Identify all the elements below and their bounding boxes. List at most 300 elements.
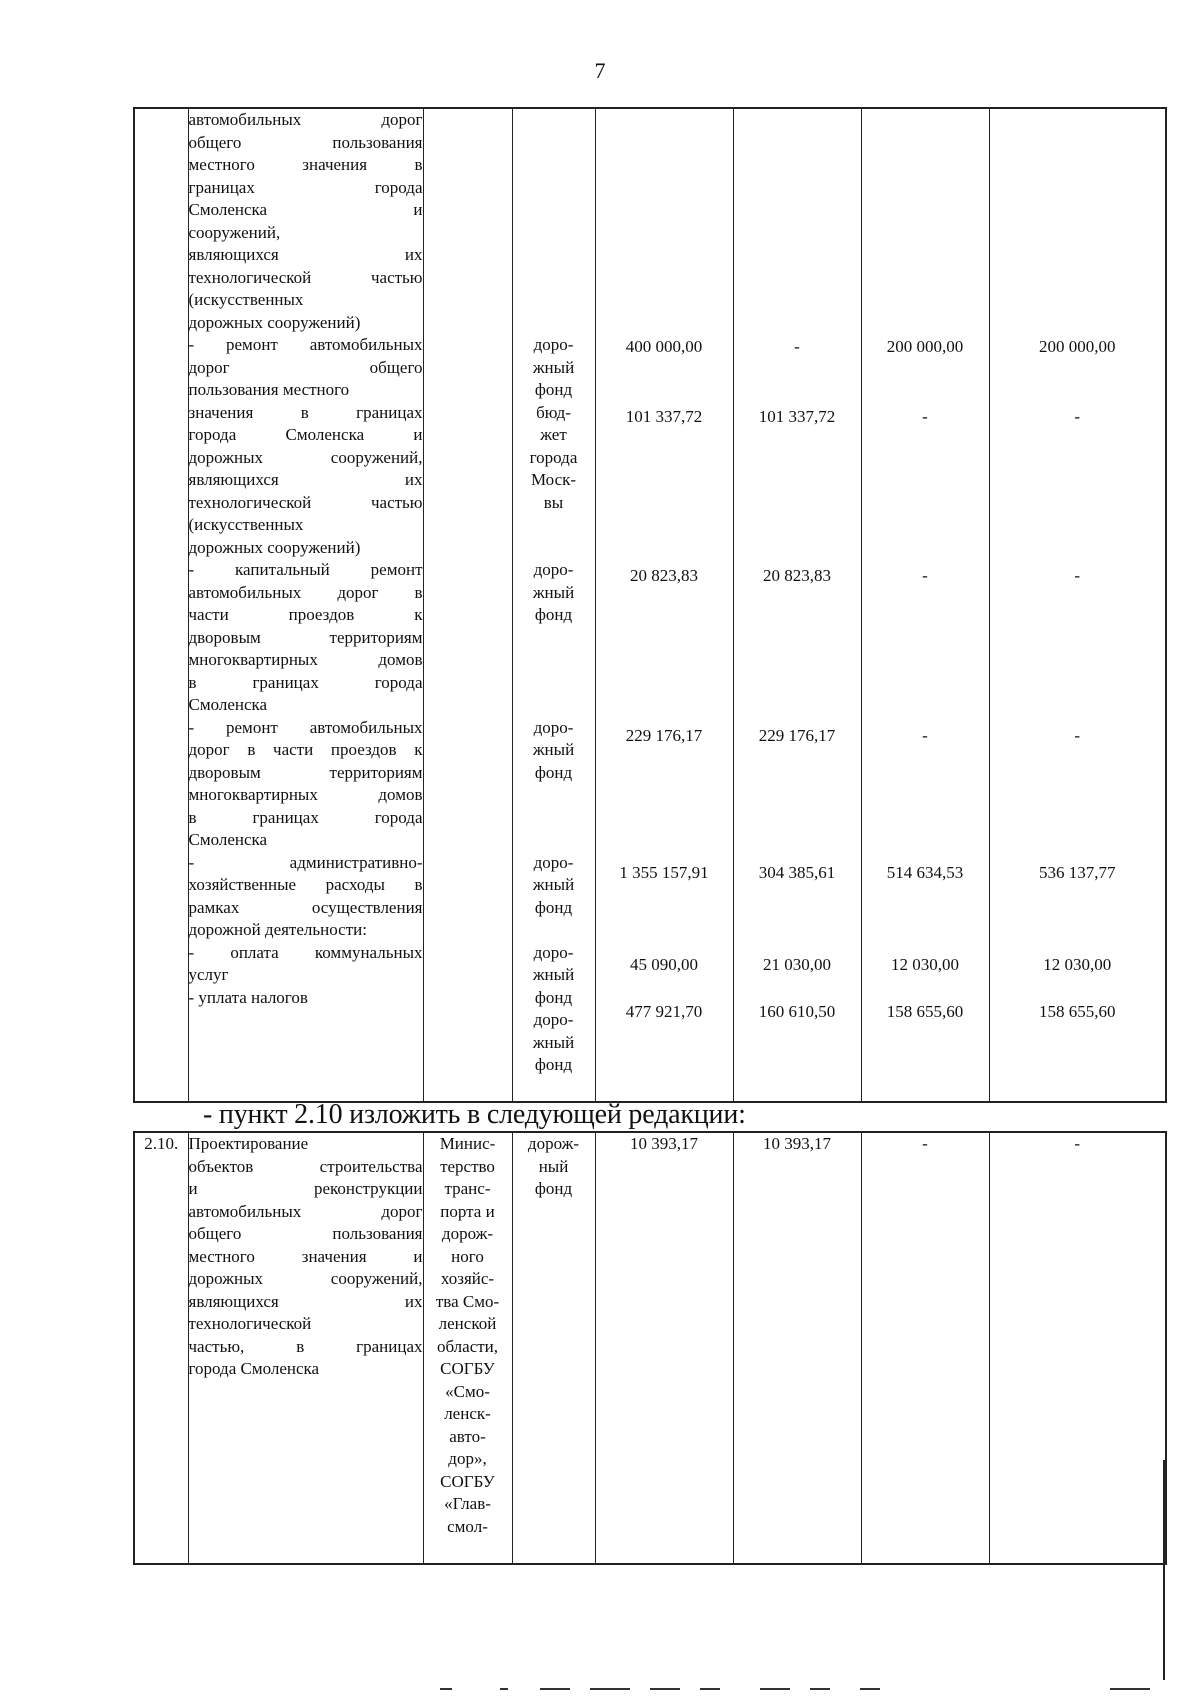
source-line: Моск-	[530, 470, 577, 489]
source-line: жный	[532, 875, 575, 894]
item-year1: 10 393,17	[733, 1132, 861, 1564]
source-line: фонд	[534, 605, 573, 624]
spacer	[734, 267, 861, 290]
description-line: дворовым территориям	[188, 762, 423, 782]
value-cell: 514 634,53	[886, 862, 964, 882]
source-line: фонд	[534, 897, 573, 917]
spacer	[734, 289, 861, 312]
spacer	[862, 588, 989, 611]
value-cell: 536 137,77	[1039, 862, 1116, 882]
spacer	[990, 678, 1166, 701]
description-line: (искусственных	[188, 290, 304, 309]
spacer	[596, 244, 733, 267]
spacer	[862, 428, 989, 451]
spacer	[734, 907, 861, 930]
spacer	[513, 132, 595, 155]
description-line: - административно-	[188, 852, 423, 872]
value-cell: 200 000,00	[886, 337, 964, 356]
spacer	[596, 267, 733, 290]
spacer	[596, 792, 733, 815]
spacer	[990, 177, 1166, 200]
value-cell: -	[1074, 406, 1081, 426]
spacer	[734, 109, 861, 132]
item-description-line: города Смоленска	[188, 1359, 320, 1378]
item-description-line: местного значения и	[188, 1246, 423, 1266]
description-line: общего пользования	[188, 132, 423, 152]
spacer	[862, 770, 989, 793]
scan-artifact	[590, 1688, 630, 1690]
description-line: рамках осуществления	[188, 897, 423, 917]
item-executor-line: смол-	[447, 1516, 488, 1536]
item-source-line: дорож-	[527, 1134, 580, 1153]
spacer	[990, 381, 1166, 404]
scan-artifact	[860, 1688, 880, 1690]
scan-artifact	[700, 1688, 720, 1690]
continuation-table	[133, 107, 1167, 1103]
spacer	[734, 837, 861, 860]
spacer	[862, 222, 989, 245]
spacer	[596, 451, 733, 474]
spacer	[596, 633, 733, 656]
spacer	[990, 588, 1166, 611]
value-cell: 12 030,00	[891, 954, 959, 974]
spacer	[596, 289, 733, 312]
spacer	[734, 222, 861, 245]
description-line: многоквартирных домов	[188, 650, 423, 669]
item-year3: -	[989, 1132, 1166, 1564]
spacer	[734, 541, 861, 564]
item-executor-line: хозяйс-	[440, 1269, 495, 1288]
source-line: жный	[532, 357, 575, 377]
item-source-line: ный	[538, 1156, 569, 1176]
spacer	[862, 132, 989, 155]
item-description	[188, 1132, 423, 1564]
description-line: автомобильных дорог	[188, 110, 423, 129]
value-cell: 20 823,83	[630, 566, 698, 585]
spacer	[734, 815, 861, 838]
spacer	[513, 222, 595, 245]
spacer	[990, 907, 1166, 930]
scan-artifact	[500, 1688, 508, 1690]
spacer	[513, 649, 595, 672]
spacer	[862, 541, 989, 564]
source-line: жный	[532, 1032, 575, 1052]
description-line: границах города	[188, 177, 423, 197]
spacer	[596, 154, 733, 177]
source-line: жный	[532, 740, 575, 759]
description-line: дорожных сооружений)	[188, 537, 361, 557]
spacer	[862, 244, 989, 267]
value-cell: 160 610,50	[758, 1001, 836, 1021]
spacer	[862, 381, 989, 404]
source-line: фонд	[534, 762, 573, 782]
value-cell: 20 823,83	[763, 566, 831, 585]
spacer	[734, 678, 861, 701]
spacer	[862, 976, 989, 999]
description-line: сооружений,	[188, 222, 281, 242]
value-cell: 158 655,60	[886, 1001, 964, 1021]
spacer	[990, 700, 1166, 723]
spacer	[990, 633, 1166, 656]
spacer	[596, 132, 733, 155]
spacer	[734, 929, 861, 952]
code-column	[134, 108, 188, 1102]
value-cell: 1 355 157,91	[619, 862, 709, 882]
description-line: (искусственных	[188, 515, 304, 534]
spacer	[596, 837, 733, 860]
spacer	[596, 929, 733, 952]
spacer	[990, 289, 1166, 312]
item-description-line: Проектирование	[188, 1134, 309, 1153]
spacer	[734, 177, 861, 200]
description-line: Смоленска и	[188, 200, 423, 219]
spacer	[513, 267, 595, 290]
spacer	[734, 792, 861, 815]
description-line: дворовым территориям	[188, 627, 423, 647]
spacer	[513, 177, 595, 200]
spacer	[513, 784, 595, 807]
spacer	[862, 496, 989, 519]
spacer	[734, 770, 861, 793]
spacer	[513, 694, 595, 717]
scan-edge-line	[1163, 1460, 1165, 1680]
description-line: автомобильных дорог в	[188, 582, 423, 602]
spacer	[734, 381, 861, 404]
value-cell: -	[1074, 725, 1081, 745]
item-executor-line: «Смо-	[445, 1381, 490, 1401]
spacer	[513, 312, 595, 335]
spacer	[862, 451, 989, 474]
spacer	[596, 700, 733, 723]
description-line: в границах города	[188, 807, 423, 827]
spacer	[734, 884, 861, 907]
item-executor-line: тва Смо-	[435, 1291, 500, 1311]
spacer	[862, 633, 989, 656]
spacer	[734, 312, 861, 335]
value-cell: 200 000,00	[1039, 337, 1116, 356]
source-line: фонд	[534, 1055, 573, 1074]
spacer	[513, 244, 595, 267]
spacer	[596, 976, 733, 999]
spacer	[596, 109, 733, 132]
spacer	[990, 747, 1166, 770]
item-executor	[423, 1132, 512, 1564]
description-line: - ремонт автомобильных	[188, 335, 423, 354]
spacer	[734, 610, 861, 633]
spacer	[596, 907, 733, 930]
spacer	[990, 655, 1166, 678]
description-line: Смоленска	[188, 695, 268, 714]
value-cell: 101 337,72	[625, 406, 703, 426]
spacer	[862, 610, 989, 633]
spacer	[734, 359, 861, 382]
value-cell: -	[1074, 566, 1081, 585]
item-executor-line: ного	[451, 1246, 484, 1266]
description-line: дорожных сооружений,	[188, 447, 423, 467]
value-cell: 158 655,60	[1039, 1001, 1116, 1021]
spacer	[734, 473, 861, 496]
item-source-line: фонд	[534, 1179, 573, 1198]
spacer	[990, 154, 1166, 177]
total-column	[595, 108, 733, 1102]
spacer	[862, 177, 989, 200]
source-line: фонд	[534, 987, 573, 1007]
spacer	[596, 678, 733, 701]
spacer	[990, 222, 1166, 245]
spacer	[990, 929, 1166, 952]
description-line: части проездов к	[188, 605, 423, 624]
item-total: 10 393,17	[595, 1132, 733, 1564]
value-cell: -	[922, 725, 928, 745]
source-line: фонд	[534, 380, 573, 399]
description-line: пользования местного	[188, 380, 350, 399]
source-line: бюд-	[536, 402, 571, 422]
spacer	[596, 177, 733, 200]
spacer	[734, 428, 861, 451]
scan-artifact	[440, 1688, 452, 1690]
spacer	[990, 473, 1166, 496]
item-executor-line: дор»,	[448, 1449, 487, 1468]
spacer	[513, 672, 595, 695]
year1-column	[733, 108, 861, 1102]
item-executor-line: СОГБУ	[440, 1359, 495, 1378]
spacer	[990, 518, 1166, 541]
item-executor-line: порта и	[440, 1201, 495, 1221]
source-line: вы	[543, 492, 564, 512]
spacer	[990, 610, 1166, 633]
spacer	[734, 747, 861, 770]
description-line: дорог в части проездов к	[188, 740, 423, 759]
spacer	[596, 518, 733, 541]
description-line: - уплата налогов	[188, 987, 308, 1007]
spacer	[862, 655, 989, 678]
executor-column	[423, 108, 512, 1102]
spacer	[734, 588, 861, 611]
spacer	[596, 428, 733, 451]
spacer	[596, 815, 733, 838]
spacer	[862, 700, 989, 723]
spacer	[990, 428, 1166, 451]
spacer	[513, 807, 595, 830]
scan-artifact	[650, 1688, 680, 1690]
spacer	[734, 496, 861, 519]
spacer	[990, 976, 1166, 999]
spacer	[596, 312, 733, 335]
source-line: жный	[532, 965, 575, 984]
spacer	[990, 451, 1166, 474]
description-line: - ремонт автомобильных	[188, 717, 423, 737]
description-line: являющихся их	[188, 470, 423, 489]
source-line: города	[529, 447, 578, 467]
spacer	[990, 837, 1166, 860]
spacer	[596, 359, 733, 382]
value-cell: -	[794, 337, 800, 356]
spacer	[862, 815, 989, 838]
value-cell: 101 337,72	[758, 406, 836, 426]
spacer	[513, 199, 595, 222]
source-line: доро-	[533, 560, 574, 579]
scan-artifact	[810, 1688, 830, 1690]
item-code: 2.10.	[134, 1132, 188, 1564]
spacer	[862, 678, 989, 701]
spacer	[862, 907, 989, 930]
item-description-line: являющихся их	[188, 1291, 423, 1311]
value-cell: 477 921,70	[625, 1001, 703, 1021]
spacer	[862, 267, 989, 290]
item-executor-line: транс-	[444, 1179, 491, 1198]
item-executor-line: Минис-	[439, 1134, 496, 1153]
spacer	[513, 289, 595, 312]
spacer	[862, 312, 989, 335]
spacer	[513, 109, 595, 132]
spacer	[862, 747, 989, 770]
item-description-line: технологической	[188, 1314, 312, 1333]
paragraph-heading: - пункт 2.10 изложить в следующей редакции:	[203, 1099, 746, 1130]
spacer	[862, 289, 989, 312]
item-description-line: общего пользования	[188, 1224, 423, 1243]
description-line: технологической частью	[188, 267, 423, 287]
scan-artifact	[540, 1688, 570, 1690]
description-line: - оплата коммунальных	[188, 942, 423, 962]
source-line: доро-	[533, 335, 574, 354]
spacer	[862, 792, 989, 815]
value-cell: 45 090,00	[630, 954, 698, 974]
spacer	[990, 541, 1166, 564]
spacer	[596, 588, 733, 611]
description-line: в границах города	[188, 672, 423, 692]
spacer	[513, 829, 595, 852]
spacer	[596, 222, 733, 245]
source-column	[512, 108, 595, 1102]
item-executor-line: авто-	[449, 1426, 486, 1446]
description-line: являющихся их	[188, 245, 423, 264]
item-source	[512, 1132, 595, 1564]
spacer	[990, 267, 1166, 290]
item-executor-line: терство	[440, 1156, 495, 1176]
spacer	[734, 199, 861, 222]
spacer	[734, 451, 861, 474]
source-line: жный	[532, 582, 575, 602]
description-line: местного значения в	[188, 155, 423, 174]
spacer	[990, 792, 1166, 815]
spacer	[862, 154, 989, 177]
scan-artifact	[760, 1688, 790, 1690]
spacer	[596, 747, 733, 770]
source-line: доро-	[533, 942, 574, 962]
spacer	[862, 837, 989, 860]
spacer	[990, 109, 1166, 132]
spacer	[734, 633, 861, 656]
item-executor-line: области,	[436, 1336, 499, 1356]
spacer	[990, 132, 1166, 155]
spacer	[596, 381, 733, 404]
description-line: дорог общего	[188, 357, 423, 377]
spacer	[734, 700, 861, 723]
item-2-10-table	[133, 1131, 1167, 1565]
spacer	[990, 884, 1166, 907]
item-year2: -	[861, 1132, 989, 1564]
description-line: многоквартирных домов	[188, 785, 423, 804]
spacer	[596, 655, 733, 678]
value-cell: 12 030,00	[1043, 954, 1112, 974]
spacer	[513, 919, 595, 942]
spacer	[513, 154, 595, 177]
scan-artifact	[1110, 1688, 1150, 1690]
spacer	[596, 884, 733, 907]
description-line: - капитальный ремонт	[188, 560, 423, 579]
item-executor-line: ленск-	[444, 1404, 491, 1423]
spacer	[862, 518, 989, 541]
source-line: жет	[540, 425, 567, 444]
source-line: доро-	[533, 717, 574, 737]
spacer	[596, 610, 733, 633]
source-line: доро-	[533, 852, 574, 872]
value-cell: 304 385,61	[758, 862, 836, 882]
description-line: Смоленска	[188, 830, 268, 849]
description-line: дорожной деятельности:	[188, 920, 367, 939]
description-line: технологической частью	[188, 492, 423, 512]
spacer	[990, 496, 1166, 519]
spacer	[734, 518, 861, 541]
value-cell: -	[922, 566, 928, 585]
spacer	[513, 514, 595, 537]
item-executor-line: дорож-	[441, 1224, 494, 1243]
spacer	[862, 473, 989, 496]
spacer	[990, 199, 1166, 222]
spacer	[734, 655, 861, 678]
item-executor-line: «Глав-	[444, 1494, 491, 1513]
spacer	[990, 312, 1166, 335]
spacer	[734, 154, 861, 177]
description-line: дорожных сооружений)	[188, 312, 361, 332]
spacer	[596, 473, 733, 496]
item-description-line: объектов строительства	[188, 1156, 423, 1176]
spacer	[513, 537, 595, 560]
spacer	[596, 770, 733, 793]
spacer	[990, 244, 1166, 267]
page-number: 7	[594, 58, 606, 83]
spacer	[734, 976, 861, 999]
spacer	[990, 770, 1166, 793]
spacer	[990, 815, 1166, 838]
spacer	[596, 199, 733, 222]
spacer	[862, 929, 989, 952]
description-line: значения в границах	[188, 402, 423, 422]
value-cell: 21 030,00	[763, 954, 831, 974]
item-description-line: автомобильных дорог	[188, 1201, 423, 1221]
value-cell: 229 176,17	[625, 725, 703, 745]
year3-column	[989, 108, 1166, 1102]
item-executor-line: ленской	[438, 1314, 497, 1333]
source-line: доро-	[533, 1010, 574, 1029]
spacer	[862, 109, 989, 132]
spacer	[862, 884, 989, 907]
spacer	[734, 244, 861, 267]
spacer	[990, 359, 1166, 382]
item-description-line: частью, в границах	[188, 1336, 423, 1356]
item-executor-line: СОГБУ	[440, 1471, 495, 1491]
spacer	[862, 359, 989, 382]
value-cell: -	[922, 406, 928, 426]
spacer	[596, 496, 733, 519]
description-column	[188, 108, 423, 1102]
description-line: города Смоленска и	[188, 425, 423, 444]
item-description-line: дорожных сооружений,	[188, 1269, 423, 1288]
spacer	[862, 199, 989, 222]
spacer	[734, 132, 861, 155]
value-cell: 229 176,17	[758, 725, 836, 745]
spacer	[513, 627, 595, 650]
